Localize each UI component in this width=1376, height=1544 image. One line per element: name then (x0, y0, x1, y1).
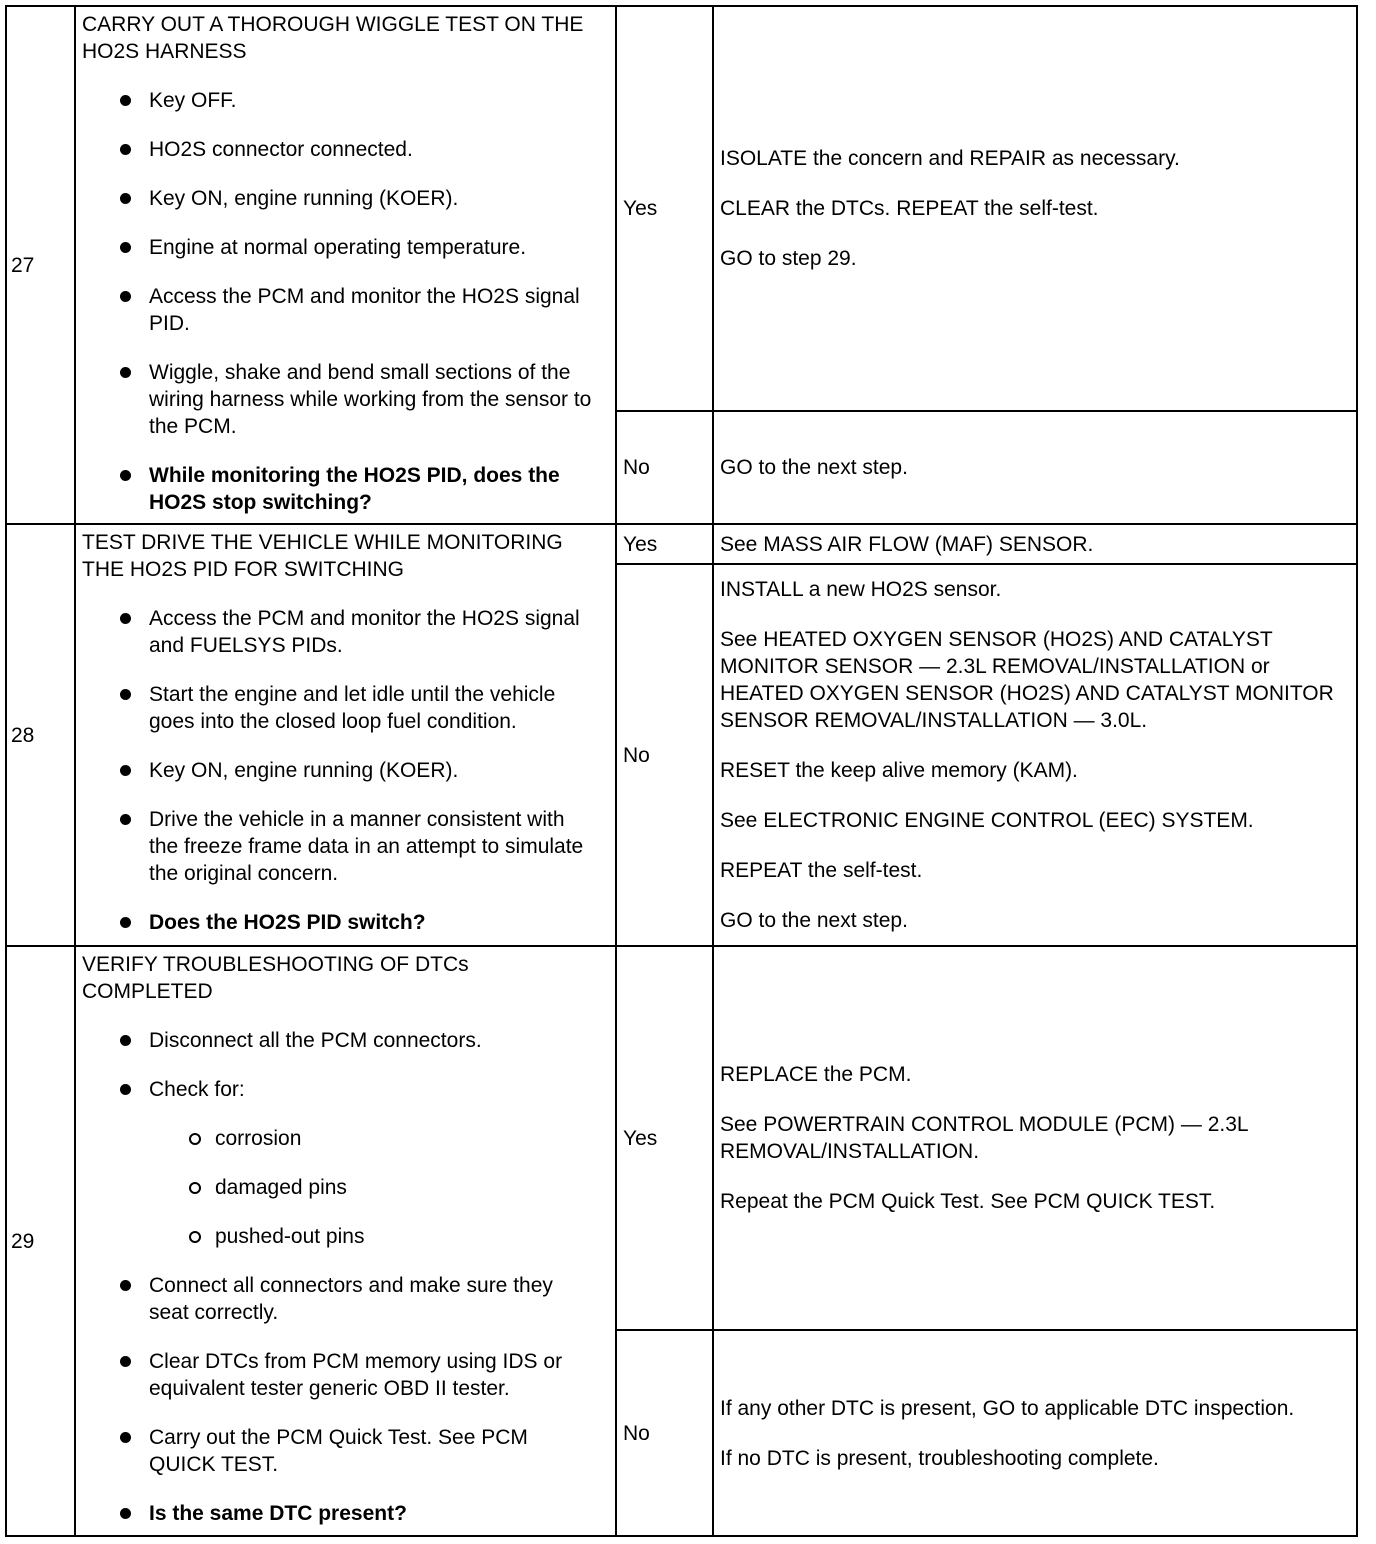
bullet-icon (120, 1035, 131, 1046)
list-item: Engine at normal operating temperature. (82, 234, 595, 261)
action-cell (75, 6, 616, 524)
result-no: INSTALL a new HO2S sensor. See HEATED OXYGEN SENSOR (HO2S) AND CATALYST MONITOR SENSOR — 2.3L REMOVAL/INSTALLATION or HEATED OXYGEN SENSOR (HO2S) AND CATALYST MONITOR SENSOR REMOVAL/INSTALLATION — 3.0L. RESET the keep alive memory (KAM). See ELECTRONIC ENGINE CONTROL (EEC) SYSTEM. REPEAT the self-test. GO to the next step. (713, 564, 1357, 946)
list-item: Clear DTCs from PCM memory using IDS or equivalent tester generic OBD II tester. (82, 1348, 595, 1402)
list-item: Carry out the PCM Quick Test. See PCM QUICK TEST. (82, 1424, 595, 1478)
sub-list-item: pushed-out pins (149, 1223, 595, 1250)
step-number: 28 (6, 524, 75, 946)
list-item: Key ON, engine running (KOER). (82, 757, 595, 784)
bullet-icon (120, 1356, 131, 1367)
step-title: VERIFY TROUBLESHOOTING OF DTCs COMPLETED (82, 953, 469, 1003)
list-item: Access the PCM and monitor the HO2S signal and FUELSYS PIDs. (82, 605, 595, 659)
bullet-icon (120, 291, 131, 302)
result-yes: ISOLATE the concern and REPAIR as necessary. CLEAR the DTCs. REPEAT the self-test. GO to step 29. (713, 6, 1357, 411)
list-item: Connect all connectors and make sure they seat correctly. (82, 1272, 595, 1326)
bullet-icon (120, 242, 131, 253)
bullet-icon (120, 765, 131, 776)
list-item: Drive the vehicle in a manner consistent with the freeze frame data in an attempt to simulate the original concern. (82, 806, 595, 887)
bullet-icon (120, 144, 131, 155)
answer-no: No (616, 564, 713, 946)
list-item: Key OFF. (82, 87, 595, 114)
circle-bullet-icon (189, 1231, 201, 1243)
diagnostic-table (5, 5, 1358, 1537)
bullet-icon (120, 814, 131, 825)
list-item: Disconnect all the PCM connectors. (82, 1027, 595, 1054)
result-no: GO to the next step. (713, 411, 1357, 524)
answer-no: No (616, 411, 713, 524)
list-item: Key ON, engine running (KOER). (82, 185, 595, 212)
bullet-icon (120, 917, 131, 928)
action-cell (75, 524, 616, 946)
bullet-icon (120, 95, 131, 106)
question-item: Is the same DTC present? (82, 1500, 595, 1527)
question-item: Does the HO2S PID switch? (82, 909, 595, 936)
table-row (6, 946, 1357, 1330)
bullet-icon (120, 470, 131, 481)
bullet-icon (120, 1084, 131, 1095)
step-title: TEST DRIVE THE VEHICLE WHILE MONITORING THE HO2S PID FOR SWITCHING (82, 531, 563, 581)
result-no: If any other DTC is present, GO to applicable DTC inspection. If no DTC is present, troubleshooting complete. (713, 1330, 1357, 1536)
table-row (6, 6, 1357, 411)
question-item: While monitoring the HO2S PID, does the HO2S stop switching? (82, 462, 595, 516)
result-yes: See MASS AIR FLOW (MAF) SENSOR. (713, 524, 1357, 564)
result-yes: REPLACE the PCM. See POWERTRAIN CONTROL MODULE (PCM) — 2.3L REMOVAL/INSTALLATION. Repeat the PCM Quick Test. See PCM QUICK TEST. (713, 946, 1357, 1330)
answer-yes: Yes (616, 524, 713, 564)
step-number: 27 (6, 6, 75, 524)
action-cell (75, 946, 616, 1536)
bullet-icon (120, 689, 131, 700)
list-item: Start the engine and let idle until the vehicle goes into the closed loop fuel condition. (82, 681, 595, 735)
answer-yes: Yes (616, 946, 713, 1330)
circle-bullet-icon (189, 1182, 201, 1194)
bullet-icon (120, 1280, 131, 1291)
list-item: HO2S connector connected. (82, 136, 595, 163)
list-item: Wiggle, shake and bend small sections of the wiring harness while working from the sensor to the PCM. (82, 359, 595, 440)
bullet-icon (120, 367, 131, 378)
bullet-icon (120, 193, 131, 204)
sub-list-item: damaged pins (149, 1174, 595, 1201)
table-row (6, 524, 1357, 564)
list-item: Check for: corrosion damaged pins pushed-out pins (82, 1076, 595, 1250)
step-title: CARRY OUT A THOROUGH WIGGLE TEST ON THE HO2S HARNESS (82, 13, 584, 63)
bullet-icon (120, 1508, 131, 1519)
sub-list-item: corrosion (149, 1125, 595, 1152)
list-item: Access the PCM and monitor the HO2S signal PID. (82, 283, 595, 337)
bullet-icon (120, 613, 131, 624)
answer-yes: Yes (616, 6, 713, 411)
step-number: 29 (6, 946, 75, 1536)
bullet-icon (120, 1432, 131, 1443)
answer-no: No (616, 1330, 713, 1536)
circle-bullet-icon (189, 1133, 201, 1145)
